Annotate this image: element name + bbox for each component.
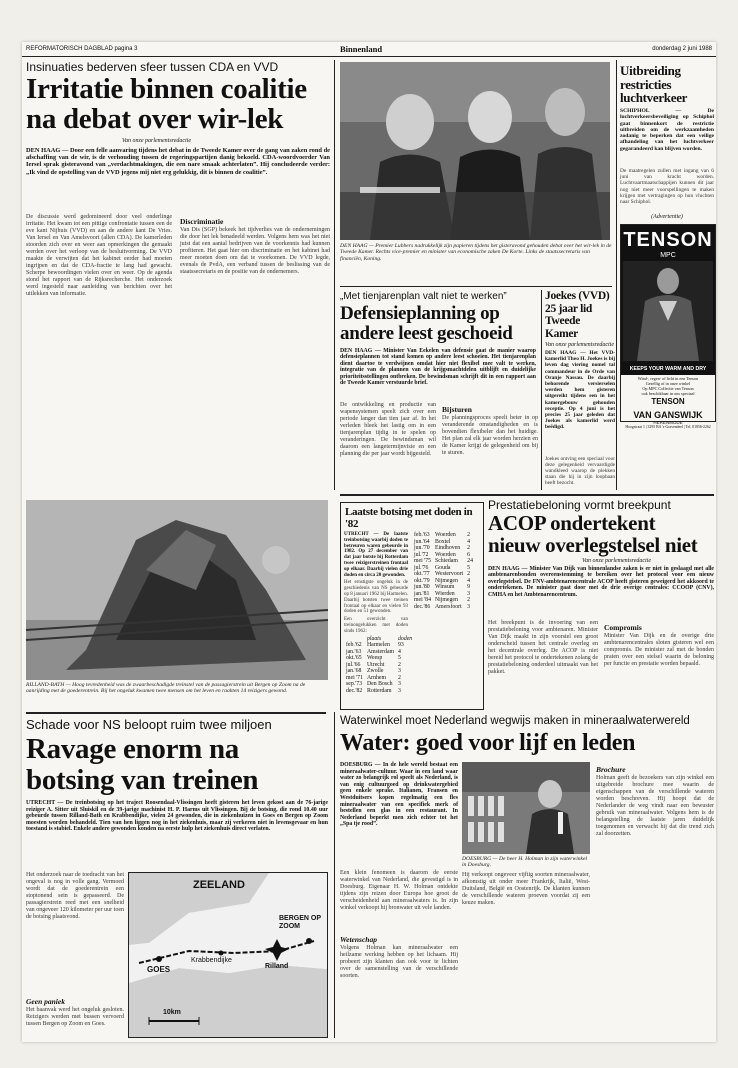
accident-date: dec.'86 [414, 603, 431, 610]
accident-date: jan.'63 [346, 648, 362, 655]
accident-place: Wierden [434, 590, 455, 597]
acop-byline: Van onze parlementsredactie [582, 558, 652, 564]
spoorlijn-table-left [344, 636, 414, 695]
section-name: Binnenland [340, 44, 383, 54]
defensie-subheading: Bijsturen [442, 405, 472, 414]
acop-lead: DEN HAAG — Minister Van Dijk van binnenlandse zaken is er niet in geslaagd met alle ambtenarenbonden overeenstemming te bereiken over het protocol voor een nieuw overlegstelsel. De FNV-ambtenarencentrale ACOP heeft gisteren geweigerd het akkoord te ondertekenen. De minister gaat door met de drie overige centrales: CCOOP (CNV), CMHA en het Ambtenarencentrum. [488, 566, 714, 598]
accident-deaths: 2 [398, 674, 401, 681]
ad-small-4: ook beschikbaar in ons speciaal [641, 391, 695, 396]
accident-place: Arnhem [366, 674, 386, 681]
map-label-rilland: Rilland [265, 963, 289, 970]
water-subheading-2: Brochure [596, 765, 626, 774]
spoorlijn-table-row [412, 604, 475, 611]
accident-date: jul.'72 [414, 551, 429, 558]
spoorlijn-box [340, 502, 484, 710]
defensie-column-2 [442, 402, 538, 490]
luchtverkeer-body: De maatregelen zullen met ingang van 6 juni van kracht worden. Luchtvaartmaatschappijen kunnen dit jaar nog niet meer voorspellingen te maken krijgen met vertragingen op hun vluchten naar Schiphol. [620, 168, 714, 206]
accident-place: Boxtel [434, 538, 451, 545]
accident-date: okt.'77 [414, 571, 430, 577]
accident-place: Gouda [434, 564, 451, 571]
ravage-column-sub [26, 994, 124, 1040]
ad-tagline: KEEPS YOUR WARM AND DRY [629, 366, 707, 372]
joekes-lead: DEN HAAG — Het VVD-kamerlid Theo H. Joekes is bij leven dag viering nomel tal commandeur in de Orde van Oranje Nassau. De daarbij behorende versierselen werden hem gisteren uitgereikt tijdens een in het kamergebouw gehouden receptie. Op 4 juni is het precies 25 jaar geleden dat Joekes als kamerlid werd beëdigd. [545, 350, 615, 431]
accident-place: Woerden [434, 532, 456, 538]
coalitie-column-2 [180, 214, 330, 496]
coalitie-body: De discussie werd gedomineerd door veel onderlinge irritatie. Het kwam tot een pittige confrontatie tussen een de eve kant Nijhuis (VVD) en aan de andere kant De Vries. Van Iersel en Van Amelsvoort (allen CDA). De kamerleden stoorden zich over en weer aan opmerkingen die gemaakt werden over het verloop van de besluitvorming. De VVD maakte de verwijten dat het kabinet eerder had moeten ingrijpen en dat de CDA-fractie te lang had gewacht. Scherpe bewoordingen vielen over en weer. Op de agenda stond het rapport van de Rijksrecherche. Het onderzoek werd ingesteld naar aanleiding van berichten over het uitlekken van informatie. [26, 214, 172, 297]
accident-deaths: 2 [467, 597, 471, 603]
acop-subheading: Compromis [604, 623, 642, 632]
accident-date: okt.'79 [414, 577, 430, 584]
defensie-kicker: „Met tienjarenplan valt niet te werken” [340, 291, 507, 302]
joekes-byline: Van onze parlementsredactie [545, 342, 615, 348]
ravage-kicker: Schade voor NS beloopt ruim twee miljoen [26, 717, 272, 732]
accident-place: Zwolle [366, 668, 384, 675]
ravage-lead: UTRECHT — De treinbotsing op het traject Roosendaal-Vlissingen heeft gisteren het leven gekost aan de 76-jarige reiziger A. Sitter uit Sluiskil en de 39-jarige machinist H. P. Harms uit Vlissingen. Bij de botsing, die rond 10.40 uur gebeurde tussen Rilland-Bath en Krabbendijke, vielen 24 gewonden, die in ziekenhuizen in Goes en Bergen op Zoom moesten worden behandeld. Tien van hen liggen nog in het ziekenhuis, maar zij verkeren niet in levensgevaar en hun toestand is stabiel. Enkele andere gewonden konden na eerste hulp het ziekenhuis direct verlaten. [26, 800, 328, 833]
water-body-col2: Hij verkoopt ongeveer vijftig soorten mineraalwater, afkomstig uit onder meer Frankrijk, Italië, West-Duitsland, België en Oostenrijk. De klanten kunnen de verschillende wateren proeven voordat zij een keuze maken. [462, 872, 590, 906]
water-column-sub [340, 932, 458, 1038]
ravage-subheading: Geen paniek [26, 997, 65, 1006]
water-kicker: Waterwinkel moet Nederland wegwijs maken in mineraalwaterwereld [340, 715, 690, 727]
coalitie-byline: Van onze parlementsredactie [122, 138, 192, 144]
water-column-3 [596, 762, 714, 1038]
accident-date: jul.'66 [346, 661, 361, 668]
acop-headline-line-1: ACOP ondertekent [488, 511, 656, 535]
ad-brand-2: TENSON [651, 397, 685, 406]
water-headline: Water: goed voor lijf en leden [340, 730, 636, 756]
accident-deaths: 5 [398, 655, 401, 662]
ad-panel [621, 225, 715, 375]
coalitie-headline-line-2: na debat over wir-lek [26, 103, 284, 135]
accident-deaths: 9 [467, 584, 471, 590]
accident-deaths: 4 [467, 538, 471, 545]
acop-headline [488, 512, 714, 556]
accident-place: Eindhoven [434, 545, 461, 551]
joekes-body: Joekes ontving een speciaal voor deze gelegenheid vervaardigde wandkleed waarop de plekken staan die hij in zijn loopbaan heeft bezocht. [545, 456, 615, 486]
accident-deaths: 93 [398, 642, 404, 649]
ravage-headline-line-2: botsing van treinen [26, 764, 259, 796]
accident-place: Weesp [366, 655, 383, 662]
water-body-2: Volgens Holman kan mineraalwater een heilzame werking hebben op het lichaam. Hij probeert zijn klanten dan ook voor te lichten over de samenstelling van de verschillende soorten. [340, 945, 458, 979]
spoorlijn-columns [341, 532, 483, 694]
photo-winkel-image [462, 762, 590, 854]
water-body-3: Holman geeft de bezoekers van zijn winkel een uitgebreide brochure mee waarin de eigenschappen van de verschillende wateren worden beschreven. Hij hoopt dat de Nederlander de weg vindt naar een bewuster gebruik van mineraalwater. Volgens hem is de belangstelling de laatste jaren duidelijk toegenomen en verwacht hij dat die trend zich zal doorzetten. [596, 775, 714, 837]
spoorlijn-table-row [344, 642, 414, 649]
accident-date: mei '84 [414, 597, 431, 603]
spoorlijn-title: Laatste botsing met doden in '82 [345, 506, 473, 530]
accident-deaths: 3 [398, 687, 401, 694]
spoorlijn-table-intro: Een overzicht van treinongelukken met doden sinds 1962: [344, 617, 408, 634]
accident-date: jun.'70 [414, 545, 430, 551]
ad-shop-sub: HERENMODE [653, 420, 683, 425]
photo-winkel-caption: DOESBURG — De heer H. Holman in zijn waterwinkel in Doesburg. [462, 856, 588, 869]
accident-deaths: 2 [398, 661, 401, 668]
accident-deaths: 4 [398, 648, 401, 655]
accident-date: sep.'73 [346, 681, 363, 688]
ad-address: Hoogstraat 1 | 3295 BA 's-Gravendeel | Tel. 01856-2262 [625, 425, 711, 429]
spoorlijn-body: Het ernstigste ongeluk in de geschiedenis van NS gebeurde op 8 januari 1962 bij Harmelen. Daarbij botsten twee treinen frontaal op elkaar en vielen 93 doden en 51 gewonden. [344, 580, 408, 615]
accident-place: Utrecht [366, 661, 385, 668]
luchtverkeer-lead: SCHIPHOL — De luchtverkeersbeveiliging op Schiphol gaat binnenkort de restrictie uitbreiden om de werkzaamheden zodanig te beperken dat een veilige afhandeling van het luchtverkeer gegarandeerd kan blijven worden. [620, 108, 714, 152]
ad-small-text [621, 375, 715, 397]
photo-winkel [462, 762, 590, 854]
accident-place: Nijmegen [434, 597, 458, 603]
map-label-bergen: BERGEN OP ZOOM [279, 915, 321, 930]
coalitie-kicker: Insinuaties bederven sfeer tussen CDA en VVD [26, 60, 279, 74]
accident-place: Harmelen [366, 642, 390, 649]
accident-deaths: 3 [398, 681, 401, 688]
accident-place: Rotterdam [366, 687, 392, 694]
accident-date: jul.'76 [414, 564, 429, 571]
map-box [128, 872, 328, 1038]
accident-place: Winsum [434, 584, 455, 590]
map-image [129, 873, 327, 1037]
publication-page: REFORMATORISCH DAGBLAD pagina 3 [26, 46, 138, 52]
water-lead: DOESBURG — In de hele wereld bestaat een mineraalwater-cultuur. Waar in een land waar water zo belangrijk rol speelt als Nederland, is van enig cultuurgoed op drinkwatergebied geen enkele sprake. Italianen, Fransen en Westduitsers kopen regelmatig een fles mineraalwater van een specifiek merk of bestellen een glas in een restaurant. In Nederland beperkt men zich echter tot het „Spa tje rood”. [340, 762, 458, 828]
acop-kicker: Prestatiebeloning vormt breekpunt [488, 498, 671, 512]
accident-deaths: 4 [467, 577, 471, 584]
map-label-goes: GOES [147, 965, 171, 974]
photo-rilland-caption: RILLAND-BATH — Hoog tevredenheid was de zwaarbeschadigde treinstel van de passagierstrein uit Bergen op Zoom na de aanrijding met de goederentrein. Bij het ongeluk kwamen twee mensen om het leven en raakten 14 reizigers gewond. [26, 682, 306, 695]
defensie-body-2: De planningsproces speelt beter in op veranderende omstandigheden en is bovendien flexibeler dan het huidige. Het plan zal elk jaar worden herzien en de Kamer krijgt de gelegenheid om bij te sturen. [442, 415, 538, 456]
accident-place: Schiedam [434, 558, 458, 564]
coalitie-subheading: Discriminatie [180, 217, 224, 226]
spoorlijn-lead: UTRECHT — De laatste treinbotsing waarbij doden te betreuren waren gebeurde in 1982. Op 27 december van dat jaar botste bij Rotterdam twee reizigerstreinen frontaal op elkaar. Daarbij vielen drie doden en circa 20 gewonden. [344, 532, 408, 578]
advertisement[interactable] [620, 224, 716, 429]
ravage-body: Het onderzoek naar de toedracht van het ongeval is nog in volle gang. Vermoed wordt dat de goederentrein een stoptonend sein is gepasseerd. De passagierstrein reed met een snelheid van ongeveer 120 kilometer per uur toen de botsing plaatsvond. [26, 872, 124, 920]
spoorlijn-table-right [412, 532, 475, 610]
accident-place: Amersfoort [434, 603, 462, 610]
defensie-body: De ontwikkeling en productie van wapensystemen speelt zich over een periode langer dan tien jaar af. In het verleden bleek het lastig om in een tienjarenplan tijdig in te spelen op veranderingen. De bewindsman wil daarom een langetermijnvisie en een planning die per jaar wordt bijgesteld. [340, 402, 436, 457]
ad-small-1: Wind-, regen- of licht in een Tenson [637, 376, 699, 381]
coalitie-lead: DEN HAAG — Door een felle aanvaring tijdens het debat in de Tweede Kamer over de gang van zaken rond de afschaffing van de wir, is de verhouding tussen de regeringspartijen danig bekoeld. CDA-woordvoerder Van Iersel sprak gisteravond van „verdachtmakingen, die een nare smaak achterlaten”. Hij concludeerde verder: „Ik vind de opstelling van de VVD jegens mij niet erg gelukkig, dit is binnen de coalitie”. [26, 147, 330, 176]
accident-date: jun.'64 [414, 538, 430, 545]
luchtverkeer-headline: Uitbreiding restricties luchtverkeer [620, 63, 688, 105]
accident-deaths: 2 [467, 545, 471, 551]
coalitie-headline-line-1: Irritatie binnen coalitie [26, 73, 307, 105]
photo-kamer [340, 62, 610, 240]
water-subheading-1: Wetenschap [340, 935, 377, 944]
accident-deaths: 2 [467, 532, 471, 538]
newspaper-page [22, 42, 716, 1042]
defensie-headline-line-1: Defensieplanning op [340, 303, 500, 324]
accident-place: Nijmegen [434, 577, 458, 584]
map-label-krabbendijke: Krabbendijke [191, 957, 232, 964]
accident-place: Den Bosch [366, 681, 393, 688]
coalitie-headline [26, 74, 330, 134]
accident-date: jan.'68 [346, 668, 362, 675]
photo-rilland-image [26, 500, 328, 680]
accident-deaths: 3 [467, 603, 471, 610]
accident-date: feb.'63 [414, 532, 430, 538]
accident-date: feb.'62 [346, 642, 362, 649]
accident-deaths: 2 [467, 571, 471, 577]
acop-body-2: Minister Van Dijk en de overige drie ambtenarencentrales sloten gisteren wel een compromis. De minister zal met de bonden praten over een stelsel waarin de beloning per functie en prestatie worden bepaald. [604, 633, 714, 667]
ravage-headline [26, 734, 328, 796]
accident-date: jun.'80 [414, 584, 430, 590]
accident-deaths: 6 [467, 551, 471, 558]
acop-headline-line-2: nieuw overlegstelsel niet [488, 533, 698, 557]
photo-kamer-caption: DEN HAAG — Premier Lubbers nadrukkelijk zijn papieren tijdens het gisteravond gehouden debat over het wir-lek in de Tweede Kamer. Rechts vice-premier en minister van economische zaken De Korte. Links de staatssecretaris van financiën, Koning. [340, 243, 612, 262]
accident-deaths: 24 [467, 558, 473, 564]
water-body: Een klein fenomeen is daarom de eerste waterwinkel van Nederland, die gevestigd is in Doesburg. Eigenaar H. W. Holman ontdekte tijdens zijn reizen door Europa hoe groot de verscheidenheid aan mineraalwaters is. In zijn winkel verkoopt hij bronwater uit vele landen. [340, 870, 458, 911]
photo-kamer-image [340, 62, 610, 240]
publication-date: donderdag 2 juni 1988 [652, 46, 712, 52]
acop-body: Het breekpunt is de invoering van een prestatiebeloning voor ambtenaren. Minister Van Dijk maakt in zijn voorstel een groot onderscheid tussen het centrale overleg en het decentrale overleg. De ACOP is niet bereid het protocol te ondertekenen zolang de prestatiebeloning onderdeel uitmaakt van het pakket. [488, 620, 598, 675]
accident-date: jan.'81 [414, 590, 430, 597]
accident-place: Amsterdam [366, 648, 395, 655]
spoorlijn-th-place: plaats [366, 635, 382, 642]
defensie-headline [340, 304, 540, 344]
accident-place: Woerden [434, 551, 456, 558]
coalitie-body-2: Van Dis (SGP) bekeek het tijdverlies van de ondernemingen die door het lek benadeeld werden. Volgens hem was het niet juist dat een aantal bedrijven van de voorkennis had kunnen profiteren. Het gaat hier om discriminatie en het kabinet had meer moeten doen om dat te voorkomen. De VVD legde, evenals de PvdA, een verband tussen de beslissing van de staatssecretaris en de positie van de ondernemers. [180, 227, 330, 275]
joekes-headline: Joekes (VVD) 25 jaar lid Tweede Kamer [545, 290, 610, 340]
accident-place: Westervoort [434, 571, 464, 577]
accident-date: okt.'65 [346, 655, 362, 662]
ad-brand: TENSON [623, 229, 713, 251]
accident-date: mei '75 [414, 558, 431, 564]
accident-deaths: 3 [467, 590, 471, 597]
map-label-zeeland: ZEELAND [193, 879, 245, 891]
accident-date: dec.'82 [346, 687, 363, 694]
acop-column-2 [604, 620, 714, 706]
spoorlijn-text [344, 532, 413, 694]
accident-deaths: 5 [467, 564, 471, 571]
spoorlijn-table-row [344, 688, 414, 695]
ad-model-image [623, 261, 713, 361]
defensie-headline-line-2: andere leest geschoeid [340, 323, 513, 344]
ravage-headline-line-1: Ravage enorm na [26, 733, 239, 765]
page-header [22, 42, 716, 57]
map-scale: 10km [163, 1009, 181, 1016]
photo-rilland [26, 500, 328, 680]
ad-small-2: Gezellig of in onze winkel [645, 381, 691, 386]
ad-small-3: Op MPC Collectie van Tenson [642, 386, 694, 391]
ravage-body-2: Het baanvak werd het ongeluk gesloten. Reizigers werden met bussen vervoerd tussen Bergen op Zoom en Goes. [26, 1007, 124, 1027]
defensie-lead: DEN HAAG — Minister Van Eekelen van defensie gaat de manier waarop defensieplannen tot stand komen op andere leest schoeien. Het tienjarenplan dient daartoe te verdwijnen omdat hier niet flexibel mee valt te werken, integratie van de plannen van de krijgsmachtdelen uitblijft en duidelijke prioriteitsstellingen ontbreken. De bewindsman schrijft dit in een rapport aan de Tweede Kamer verstuurde brief. [340, 348, 536, 387]
accident-date: mei '71 [346, 674, 363, 681]
ad-shop: VAN GANSWIJK [633, 410, 703, 420]
spoorlijn-th-dead: doden [398, 635, 413, 642]
spoorlijn-table-right-wrap [412, 532, 478, 694]
ad-sub: MPC [660, 252, 676, 259]
accident-deaths: 3 [398, 668, 401, 675]
ad-label: (Advertentie) [651, 214, 683, 220]
